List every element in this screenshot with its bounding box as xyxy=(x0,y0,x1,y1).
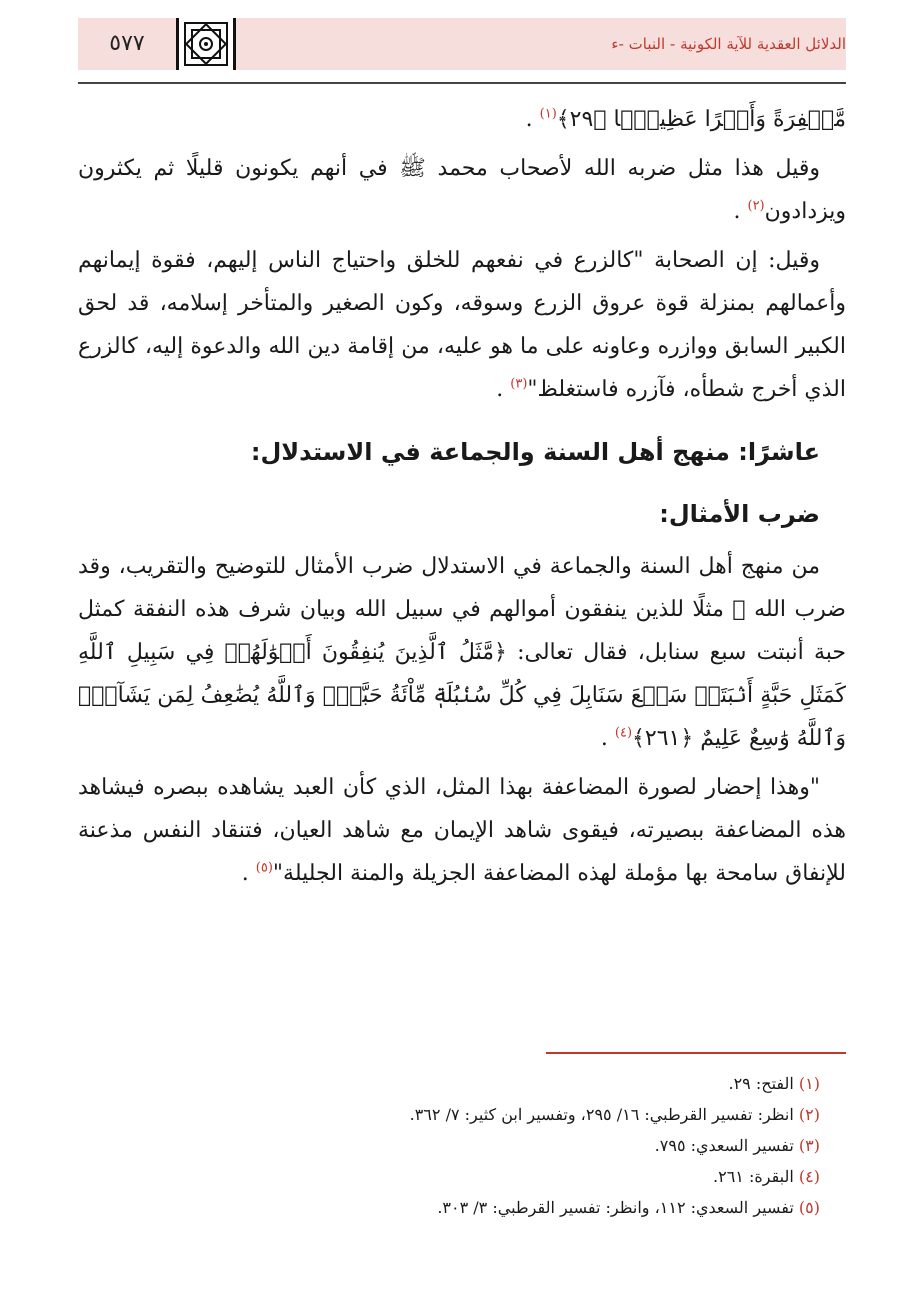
paragraph: من منهج أهل السنة والجماعة في الاستدلال ضرب الأمثال للتوضيح والتقريب، وقد ضرب الله ﷻ مثلًا للذين ينفقون أموالهم في سبيل الله وبيان شرف هذه النفقة كمثل حبة أنبتت سبع سنابل، فقال تعالى: ﴿مَّثَلُ ٱلَّذِينَ يُنفِقُونَ أَمۡوَٰلَهُمۡ فِي سَبِيلِ ٱللَّهِ كَمَثَلِ حَبَّةٍ أَنۢبَتَتۡ سَبۡعَ سَنَابِلَ فِي كُلِّ سُنۢبُلَةٖ مِّاْئَةُ حَبَّةٖۗ وَٱللَّهُ يُضَٰعِفُ لِمَن يَشَآءُۚ وَٱللَّهُ وَٰسِعٌ عَلِيمٌ ﴿٢٦١﴾$^{(٤)}$ . xyxy=(78,554,847,751)
main-text xyxy=(78,98,846,895)
footnote-ref: (١) xyxy=(539,106,557,122)
header-divider xyxy=(78,82,846,84)
page-number: ٥٧٧ xyxy=(78,18,176,70)
ornament-icon xyxy=(176,18,236,70)
footnote-ref: (٢) xyxy=(747,198,765,214)
footnote-ref: (٥) xyxy=(255,860,273,876)
paragraph-text: وقيل: إن الصحابة "كالزرع في نفعهم للخلق واحتياج الناس إليهم، فقوة إيمانهم وأعمالهم بمنزلة قوة عروق الزرع وسوقه، وكون الصغير والمتأخر إسلامه، قد لحق الكبير السابق ووازره وعاونه على ما هو عليه، من إقامة دين الله والدعوة إليه، كالزرع الذي أخرج شطأه، فآزره فاستغلظ" xyxy=(78,248,846,402)
verse-text: مَّغۡفِرَةً وَأَجۡرًا عَظِيمًۢا ﴿٢٩﴾ xyxy=(556,107,846,132)
paragraph-text: من منهج أهل السنة والجماعة في الاستدلال ضرب الأمثال للتوضيح والتقريب، وقد ضرب الله ﷻ مثلًا للذين ينفقون أموالهم في سبيل الله وبيان شرف هذه النفقة كمثل حبة أنبتت سبع سنابل، فقال تعالى: xyxy=(78,554,847,665)
footnote xyxy=(78,1161,846,1192)
footnote-ref: (٣) xyxy=(510,376,528,392)
footnote-divider xyxy=(546,1052,846,1054)
footnote-text: تفسير السعدي: ١١٢، وانظر: تفسير القرطبي: ٣/ ٣٠٣. xyxy=(437,1198,794,1217)
footnote-number: (١) xyxy=(798,1074,820,1093)
page-header xyxy=(78,18,846,70)
footnote xyxy=(78,1130,846,1161)
paragraph-text: "وهذا إحضار لصورة المضاعفة بهذا المثل، الذي كأن العبد يشاهده ببصره فيشاهد هذه المضاعفة ببصيرته، فيقوى شاهد الإيمان مع شاهد العيان، فتنقاد النفس مذعنة للإنفاق سامحة بها مؤملة لهذه المضاعفة الجزيلة والمنة الجليلة" xyxy=(78,775,846,886)
footnote-ref: (٤) xyxy=(614,725,633,741)
quran-verse: ﴿مَّثَلُ ٱلَّذِينَ يُنفِقُونَ أَمۡوَٰلَهُمۡ فِي سَبِيلِ ٱللَّهِ كَمَثَلِ حَبَّةٍ أَنۢبَتَتۡ سَبۡعَ سَنَابِلَ فِي كُلِّ سُنۢبُلَةٖ مِّاْئَةُ حَبَّةٖۗ وَٱللَّهُ يُضَٰعِفُ لِمَن يَشَآءُۚ وَٱللَّهُ وَٰسِعٌ عَلِيمٌ ﴿٢٦١﴾ xyxy=(78,640,846,751)
footnote-number: (٣) xyxy=(798,1136,820,1155)
paragraph: وقيل: إن الصحابة "كالزرع في نفعهم للخلق واحتياج الناس إليهم، فقوة إيمانهم وأعمالهم بمنزلة قوة عروق الزرع وسوقه، وكون الصغير والمتأخر إسلامه، قد لحق الكبير السابق ووازره وعاونه على ما هو عليه، من إقامة دين الله والدعوة إليه، كالزرع الذي أخرج شطأه، فآزره فاستغلظ"$^{(٣)}$ . xyxy=(78,248,846,402)
subsection-heading: ضرب الأمثال: xyxy=(659,500,820,528)
paragraph: وقيل هذا مثل ضربه الله لأصحاب محمد ﷺ في أنهم يكونون قليلًا ثم يكثرون ويزدادون$^{(٢)}$ . xyxy=(78,156,846,224)
footnote-text: انظر: تفسير القرطبي: ١٦/ ٢٩٥، وتفسير ابن كثير: ٧/ ٣٦٢. xyxy=(409,1105,794,1124)
footnote-number: (٢) xyxy=(798,1105,820,1124)
footnotes xyxy=(78,1068,846,1223)
footnote xyxy=(78,1068,846,1099)
footnote xyxy=(78,1192,846,1223)
paragraph: "وهذا إحضار لصورة المضاعفة بهذا المثل، الذي كأن العبد يشاهده ببصره فيشاهد هذه المضاعفة ببصيرته، فيقوى شاهد الإيمان مع شاهد العيان، فتنقاد النفس مذعنة للإنفاق سامحة بها مؤملة لهذه المضاعفة الجزيلة والمنة الجليلة"$^{(٥)}$ . xyxy=(78,775,846,886)
section-heading: عاشرًا: منهج أهل السنة والجماعة في الاستدلال: xyxy=(250,438,820,466)
footnote-text: الفتح: ٢٩. xyxy=(728,1074,794,1093)
footnote-number: (٥) xyxy=(798,1198,820,1217)
footnote-text: تفسير السعدي: ٧٩٥. xyxy=(654,1136,794,1155)
verse-line: مَّغۡفِرَةً وَأَجۡرًا عَظِيمًۢا ﴿٢٩﴾$^{(١)}$ . xyxy=(525,106,846,132)
footnote xyxy=(78,1099,846,1130)
footnote-number: (٤) xyxy=(798,1167,820,1186)
paragraph-text: وقيل هذا مثل ضربه الله لأصحاب محمد ﷺ في أنهم يكونون قليلًا ثم يكثرون ويزدادون xyxy=(78,156,846,224)
header-title: الدلائل العقدية للآية الكونية - النبات -ء xyxy=(611,35,846,53)
footnote-text: البقرة: ٢٦١. xyxy=(713,1167,794,1186)
